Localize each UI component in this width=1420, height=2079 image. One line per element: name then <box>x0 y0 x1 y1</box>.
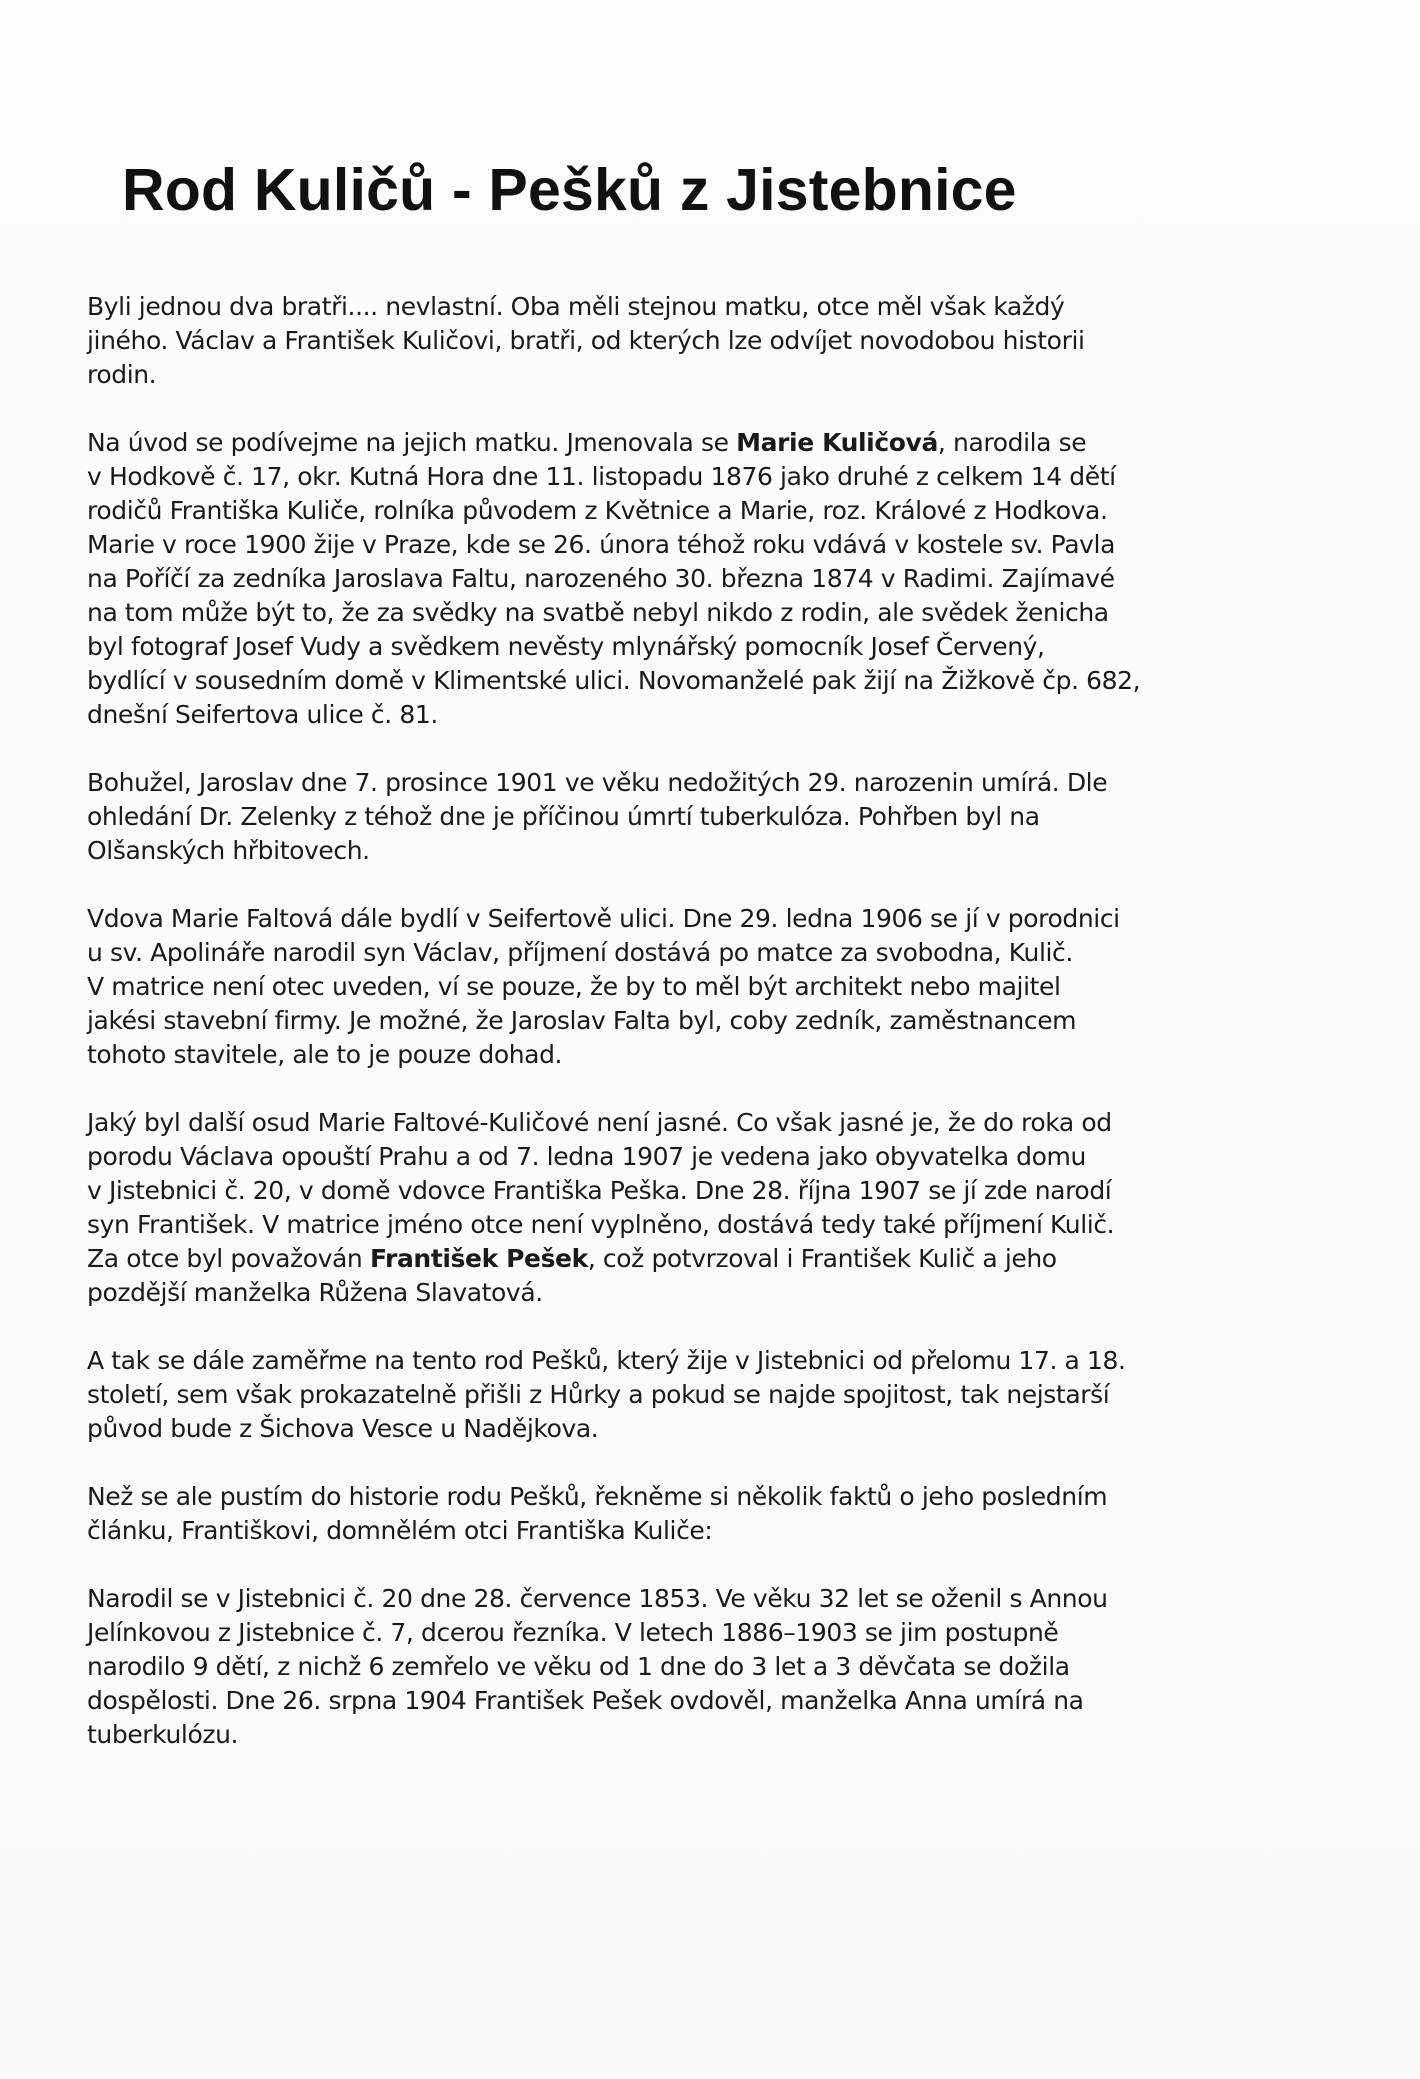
text-line <box>87 1684 1207 1718</box>
paragraph <box>87 1582 1207 1752</box>
text-segment: bydlící v sousedním domě v Klimentské ulici. Novomanželé pak žijí na Žižkově čp. 682, <box>87 666 1141 695</box>
text-line <box>87 800 1207 834</box>
text-line <box>87 1344 1207 1378</box>
document-body <box>87 290 1207 1786</box>
text-segment: v Hodkově č. 17, okr. Kutná Hora dne 11. listopadu 1876 jako druhé z celkem 14 dětí <box>87 462 1116 491</box>
text-segment: dospělosti. Dne 26. srpna 1904 František Pešek ovdověl, manželka Anna umírá na <box>87 1686 1084 1715</box>
bold-name: František Pešek <box>369 1244 588 1273</box>
text-segment: v Jistebnici č. 20, v domě vdovce Františka Peška. Dne 28. října 1907 se jí zde narodí <box>87 1176 1112 1205</box>
text-line <box>87 324 1207 358</box>
text-line <box>87 664 1207 698</box>
text-segment: rodičů Františka Kuliče, rolníka původem z Květnice a Marie, roz. Králové z Hodkova. <box>87 496 1108 525</box>
text-line <box>87 1412 1207 1446</box>
text-segment: původ bude z Šichova Vesce u Nadějkova. <box>87 1414 599 1443</box>
text-segment: Na úvod se podívejme na jejich matku. Jmenovala se <box>87 428 737 457</box>
text-segment: Narodil se v Jistebnici č. 20 dne 28. července 1853. Ve věku 32 let se oženil s Annou <box>87 1584 1108 1613</box>
document-title: Rod Kuličů - Pešků z Jistebnice <box>122 157 1017 223</box>
text-line <box>87 290 1207 324</box>
text-segment: rodin. <box>87 360 157 389</box>
bold-name: Marie Kuličová <box>736 428 938 457</box>
text-line <box>87 596 1207 630</box>
text-segment: porodu Václava opouští Prahu a od 7. ledna 1907 je vedena jako obyvatelka domu <box>87 1142 1086 1171</box>
text-segment: na Poříčí za zedníka Jaroslava Faltu, narozeného 30. března 1874 v Radimi. Zajímavé <box>87 564 1115 593</box>
text-line <box>87 698 1207 732</box>
text-segment: na tom může být to, že za svědky na svatbě nebyl nikdo z rodin, ale svědek ženicha <box>87 598 1109 627</box>
paragraph <box>87 290 1207 392</box>
text-segment: Byli jednou dva bratři.... nevlastní. Oba měli stejnou matku, otce měl však každý <box>87 292 1065 321</box>
text-segment: Olšanských hřbitovech. <box>87 836 370 865</box>
text-line <box>87 970 1207 1004</box>
text-line <box>87 1616 1207 1650</box>
text-segment: jakési stavební firmy. Je možné, že Jaroslav Falta byl, coby zedník, zaměstnancem <box>87 1006 1077 1035</box>
text-line <box>87 426 1207 460</box>
text-segment: , narodila se <box>937 428 1087 457</box>
text-segment: Než se ale pustím do historie rodu Pešků, řekněme si několik faktů o jeho posledním <box>87 1482 1108 1511</box>
text-line <box>87 1378 1207 1412</box>
text-segment: jiného. Václav a František Kuličovi, bratři, od kterých lze odvíjet novodobou historii <box>87 326 1085 355</box>
text-segment: pozdější manželka Růžena Slavatová. <box>87 1278 543 1307</box>
text-segment: V matrice není otec uveden, ví se pouze, že by to měl být architekt nebo majitel <box>87 972 1061 1001</box>
text-line <box>87 1174 1207 1208</box>
text-segment: Vdova Marie Faltová dále bydlí v Seifertově ulici. Dne 29. ledna 1906 se jí v porodnici <box>87 904 1120 933</box>
text-segment: Bohužel, Jaroslav dne 7. prosince 1901 ve věku nedožitých 29. narozenin umírá. Dle <box>87 768 1108 797</box>
text-segment: syn František. V matrice jméno otce není vyplněno, dostává tedy také příjmení Kulič. <box>87 1210 1115 1239</box>
text-line <box>87 1650 1207 1684</box>
paragraph <box>87 1344 1207 1446</box>
text-segment: Za otce byl považován <box>87 1244 370 1273</box>
text-line <box>87 1276 1207 1310</box>
text-line <box>87 1208 1207 1242</box>
paragraph <box>87 426 1207 732</box>
text-segment: u sv. Apolináře narodil syn Václav, příjmení dostává po matce za svobodna, Kulič. <box>87 938 1073 967</box>
text-line <box>87 494 1207 528</box>
text-line <box>87 562 1207 596</box>
paragraph <box>87 1106 1207 1310</box>
text-segment: byl fotograf Josef Vudy a svědkem nevěsty mlynářský pomocník Josef Červený, <box>87 632 1045 661</box>
text-line <box>87 460 1207 494</box>
text-line <box>87 834 1207 868</box>
text-segment: A tak se dále zaměřme na tento rod Pešků, který žije v Jistebnici od přelomu 17. a 18. <box>87 1346 1126 1375</box>
text-segment: článku, Františkovi, domnělém otci Františka Kuliče: <box>87 1516 713 1545</box>
text-segment: tohoto stavitele, ale to je pouze dohad. <box>87 1040 563 1069</box>
text-line <box>87 1140 1207 1174</box>
text-line <box>87 902 1207 936</box>
paragraph <box>87 902 1207 1072</box>
text-line <box>87 1004 1207 1038</box>
paragraph <box>87 1480 1207 1548</box>
text-segment: ohledání Dr. Zelenky z téhož dne je příčinou úmrtí tuberkulóza. Pohřben byl na <box>87 802 1040 831</box>
text-line <box>87 1718 1207 1752</box>
text-segment: Jelínkovou z Jistebnice č. 7, dcerou řezníka. V letech 1886–1903 se jim postupně <box>87 1618 1059 1647</box>
text-segment: století, sem však prokazatelně přišli z Hůrky a pokud se najde spojitost, tak nejstarší <box>87 1380 1110 1409</box>
text-segment: Marie v roce 1900 žije v Praze, kde se 26. února téhož roku vdává v kostele sv. Pavla <box>87 530 1115 559</box>
paragraph <box>87 766 1207 868</box>
text-line <box>87 1242 1207 1276</box>
text-line <box>87 766 1207 800</box>
text-line <box>87 936 1207 970</box>
text-segment: Jaký byl další osud Marie Faltové-Kuličové není jasné. Co však jasné je, že do roka od <box>87 1108 1112 1137</box>
text-line <box>87 1038 1207 1072</box>
text-line <box>87 1582 1207 1616</box>
text-segment: , což potvrzoval i František Kulič a jeho <box>587 1244 1057 1273</box>
text-segment: narodilo 9 dětí, z nichž 6 zemřelo ve věku od 1 dne do 3 let a 3 děvčata se dožila <box>87 1652 1070 1681</box>
text-line <box>87 630 1207 664</box>
text-line <box>87 1480 1207 1514</box>
text-segment: tuberkulózu. <box>87 1720 239 1749</box>
text-segment: dnešní Seifertova ulice č. 81. <box>87 700 438 729</box>
text-line <box>87 1106 1207 1140</box>
text-line <box>87 528 1207 562</box>
text-line <box>87 358 1207 392</box>
text-line <box>87 1514 1207 1548</box>
